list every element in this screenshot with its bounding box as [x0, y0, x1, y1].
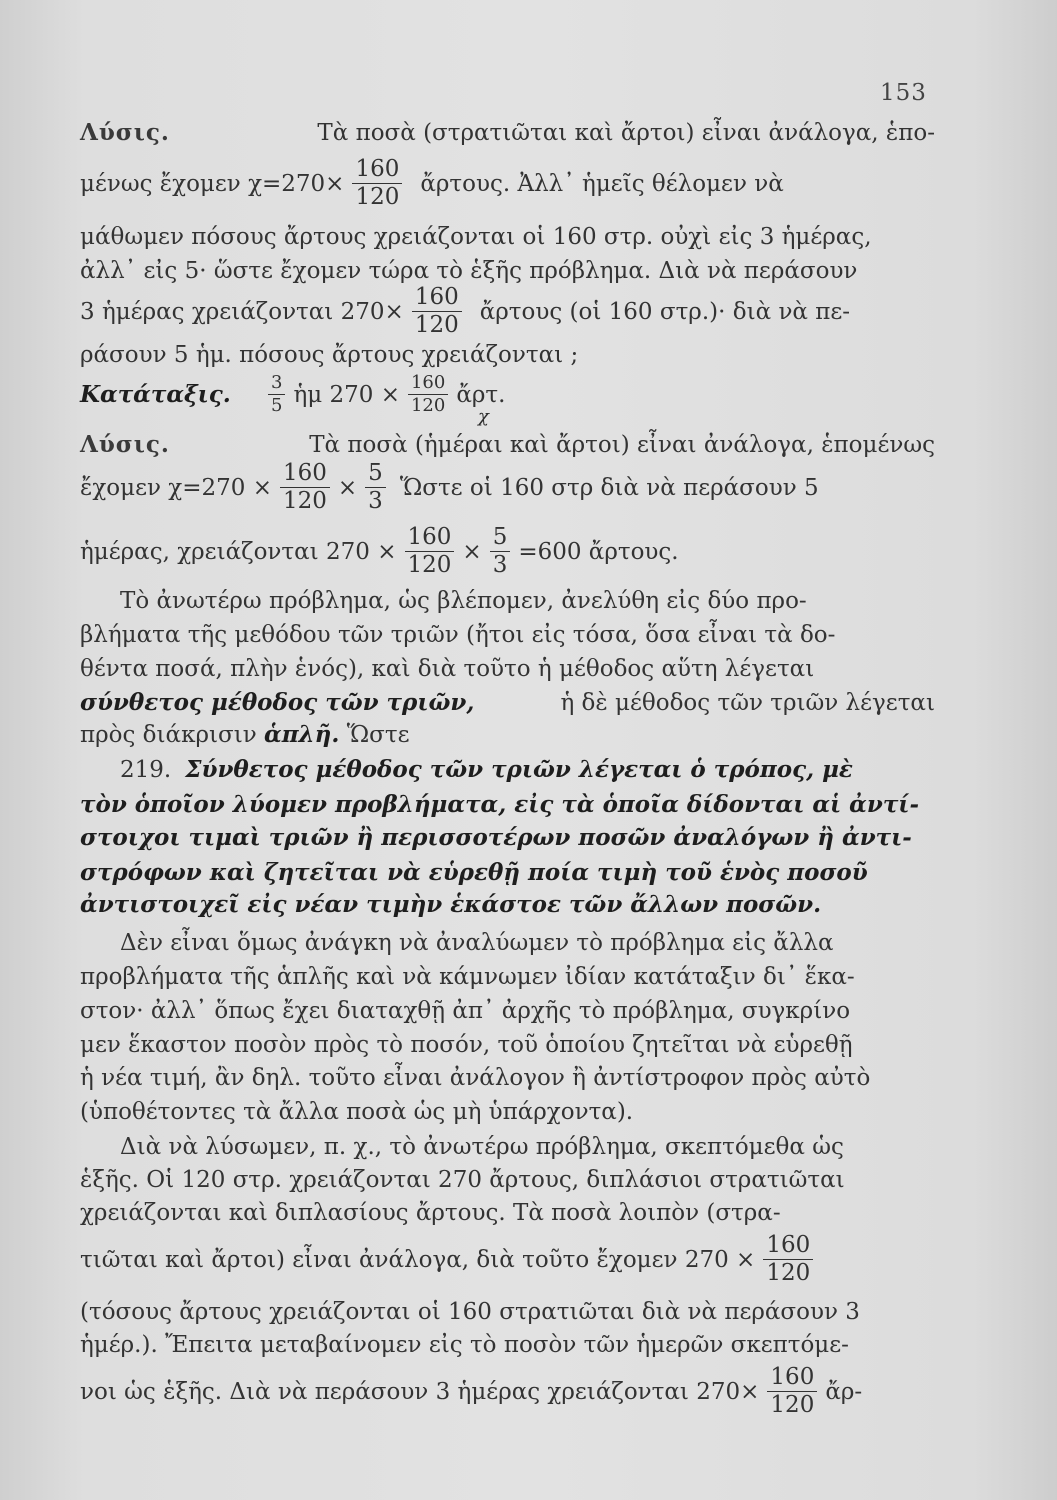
line-text: ἡμ 270 ×	[293, 381, 400, 408]
definition-line	[80, 790, 935, 820]
text-line	[80, 1097, 935, 1127]
text-line	[80, 1063, 935, 1093]
text-line	[80, 996, 935, 1026]
line-text: ἄρτους. Ἀλλ᾽ ἡμεῖς θέλομεν νὰ	[420, 170, 784, 197]
times-sign: ×	[337, 474, 358, 501]
line-text: ἡ δὲ μέθοδος τῶν τριῶν λέγεται	[560, 690, 935, 716]
text-line	[80, 720, 935, 750]
text-line	[80, 620, 935, 650]
text-line	[80, 340, 935, 370]
fraction	[408, 374, 448, 415]
line-text: 3 ἡμέρας χρειάζονται 270×	[80, 298, 404, 325]
line-text: τιῶται καὶ ἄρτοι) εἶναι ἀνάλογα, διὰ τοῦτο ἔχομεν 270 ×	[80, 1246, 756, 1273]
arrangement-line	[80, 374, 935, 415]
line-text: Τὸ ἀνωτέρω πρόβλημα, ὡς βλέπομεν, ἀνελύθη εἰς δύο προ-	[120, 588, 807, 614]
numerator: 3	[268, 374, 285, 395]
numerator: 160	[405, 526, 455, 552]
line-text: στον· ἀλλ᾽ ὅπως ἔχει διαταχθῇ ἀπ᾽ ἀρχῆς τὸ πρόβλημα, συγκρίνο	[80, 998, 851, 1024]
text-line	[80, 222, 935, 252]
line-text: (ὑποθέτοντες τὰ ἄλλα ποσὰ ὡς μὴ ὑπάρχοντα).	[80, 1099, 634, 1125]
denominator: 120	[414, 312, 459, 338]
line-text: μεν ἕκαστον ποσὸν πρὸς τὸ ποσόν, τοῦ ὁποίου ζητεῖται νὰ εὑρεθῇ	[80, 1032, 853, 1058]
definition-text: στρόφων καὶ ζητεῖται νὰ εὑρεθῇ ποία τιμὴ τοῦ ἑνὸς ποσοῦ	[80, 859, 868, 886]
denominator: 5	[271, 395, 283, 416]
section-number: 219.	[120, 757, 172, 783]
fraction	[412, 286, 462, 337]
text-line	[80, 962, 935, 992]
line-text: ἄρτους (οἱ 160 στρ.)· διὰ νὰ πε-	[479, 298, 851, 325]
denominator: 120	[355, 184, 400, 210]
denominator: 120	[410, 395, 446, 416]
line-text: προβλήματα τῆς ἁπλῆς καὶ νὰ κάμνωμεν ἰδίαν κατάταξιν δι᾽ ἕκα-	[80, 964, 855, 990]
numerator: 160	[352, 158, 402, 184]
denominator: 3	[492, 552, 508, 578]
fraction	[763, 1234, 813, 1285]
arrangement-label: Κατάταξις.	[80, 380, 231, 408]
fraction	[280, 462, 330, 513]
line-text: (τόσους ἄρτους χρειάζονται οἱ 160 στρατιῶται διὰ νὰ περάσουν 3	[80, 1299, 860, 1325]
definition-line	[80, 858, 935, 888]
line-text: ἀλλ᾽ εἰς 5· ὥστε ἔχομεν τώρα τὸ ἑξῆς πρόβλημα. Διὰ νὰ περάσουν	[80, 258, 858, 284]
unknown-variable: χ	[478, 406, 489, 427]
line-text: Ὥστε	[346, 722, 410, 748]
equation-line	[80, 158, 935, 209]
solution-label: Λύσις.	[80, 119, 170, 146]
solution-label: Λύσις.	[80, 431, 170, 458]
times-sign: ×	[462, 538, 482, 565]
line-text: μάθωμεν πόσους ἄρτους χρειάζονται οἱ 160 στρ. οὐχὶ εἰς 3 ἡμέρας,	[80, 224, 872, 250]
fraction	[405, 526, 455, 577]
text-line	[80, 1297, 935, 1327]
numerator: 5	[365, 462, 386, 488]
definition-line	[120, 755, 935, 785]
line-text: ἔχομεν χ=270 ×	[80, 474, 272, 501]
definition-text: Σύνθετος μέθοδος τῶν τριῶν λέγεται ὁ τρόπος, μὲ	[185, 756, 853, 783]
definition-text: στοιχοι τιμαὶ τριῶν ἢ περισσοτέρων ποσῶν ἀναλόγων ἢ ἀντι-	[80, 824, 912, 851]
equation-line	[80, 526, 935, 577]
denominator: 120	[282, 488, 327, 514]
text-line	[120, 586, 935, 616]
term-bold: ἁπλῆ.	[264, 721, 340, 748]
line-text: Τὰ ποσὰ (ἡμέραι καὶ ἄρτοι) εἶναι ἀνάλογα, ἑπομένως	[309, 432, 935, 458]
text-line	[80, 1198, 935, 1228]
equation-line	[80, 462, 935, 513]
line-text: ἄρτ.	[456, 381, 506, 408]
fraction	[352, 158, 402, 209]
page-number: 153	[880, 80, 927, 106]
line-text: Διὰ νὰ λύσωμεν, π. χ., τὸ ἀνωτέρω πρόβλημα, σκεπτόμεθα ὡς	[120, 1134, 844, 1160]
fraction	[268, 374, 285, 415]
numerator: 160	[408, 374, 448, 395]
fraction	[365, 462, 386, 513]
text-line	[80, 1165, 935, 1195]
line-text: νοι ὡς ἑξῆς. Διὰ νὰ περάσουν 3 ἡμέρας χρειάζονται 270×	[80, 1378, 760, 1405]
text-line	[80, 1330, 935, 1360]
line-text: ἡ νέα τιμή, ἂν δηλ. τοῦτο εἶναι ἀνάλογον ἢ ἀντίστροφον πρὸς αὐτὸ	[80, 1065, 871, 1091]
line-text: πρὸς διάκρισιν	[80, 722, 257, 748]
line-text: Ὥστε οἱ 160 στρ διὰ νὰ περάσουν 5	[399, 474, 819, 501]
equation-line	[80, 1366, 935, 1417]
numerator: 5	[490, 526, 511, 552]
line-text: θέντα ποσά, πλὴν ἑνός), καὶ διὰ τοῦτο ἡ μέθοδος αὕτη λέγεται	[80, 656, 815, 682]
denominator: 120	[766, 1260, 811, 1286]
text-line	[80, 256, 935, 286]
line-text: μένως ἔχομεν χ=270×	[80, 170, 345, 197]
text-line	[80, 1030, 935, 1060]
line-text: ἄρ-	[825, 1378, 863, 1405]
denominator: 120	[407, 552, 452, 578]
numerator: 160	[280, 462, 330, 488]
definition-line	[80, 890, 935, 920]
line-text: χρειάζονται καὶ διπλασίους ἄρτους. Τὰ ποσὰ λοιπὸν (στρα-	[80, 1200, 781, 1226]
text-line	[120, 928, 935, 958]
definition-text: τὸν ὁποῖον λύομεν προβλήματα, εἰς τὰ ὁποῖα δίδονται αἱ ἀντί-	[80, 791, 919, 818]
term-bold: σύνθετος μέθοδος τῶν τριῶν,	[80, 689, 475, 716]
text-line	[80, 654, 935, 684]
line-text: ἡμέρας, χρειάζονται 270 ×	[80, 538, 397, 565]
text-line	[80, 430, 935, 460]
numerator: 160	[767, 1366, 817, 1392]
denominator: 120	[770, 1392, 815, 1418]
denominator: 3	[368, 488, 383, 514]
equation-line	[80, 1234, 935, 1285]
fraction	[767, 1366, 817, 1417]
line-text: Τὰ ποσὰ (στρατιῶται καὶ ἄρτοι) εἶναι ἀνάλογα, ἑπο-	[317, 120, 935, 146]
definition-line	[80, 823, 935, 853]
line-text: Δὲν εἶναι ὅμως ἀνάγκη νὰ ἀναλύωμεν τὸ πρόβλημα εἰς ἄλλα	[120, 930, 834, 956]
line-text: ράσουν 5 ἡμ. πόσους ἄρτους χρειάζονται ;	[80, 342, 579, 368]
definition-text: ἀντιστοιχεῖ εἰς νέαν τιμὴν ἑκάστοε τῶν ἄλλων ποσῶν.	[80, 891, 822, 918]
fraction	[490, 526, 511, 577]
numerator: 160	[412, 286, 462, 312]
text-line	[120, 1132, 935, 1162]
line-text: ἡμέρ.). Ἔπειτα μεταβαίνομεν εἰς τὸ ποσὸν τῶν ἡμερῶν σκεπτόμε-	[80, 1332, 849, 1358]
line-text: =600 ἄρτους.	[518, 538, 679, 565]
line-text: βλήματα τῆς μεθόδου τῶν τριῶν (ἤτοι εἰς τόσα, ὅσα εἶναι τὰ δο-	[80, 622, 836, 648]
line-text: ἑξῆς. Οἱ 120 στρ. χρειάζονται 270 ἄρτους, διπλάσιοι στρατιῶται	[80, 1167, 845, 1193]
numerator: 160	[763, 1234, 813, 1260]
equation-line	[80, 286, 935, 337]
text-line	[80, 688, 935, 718]
text-line	[80, 118, 935, 148]
